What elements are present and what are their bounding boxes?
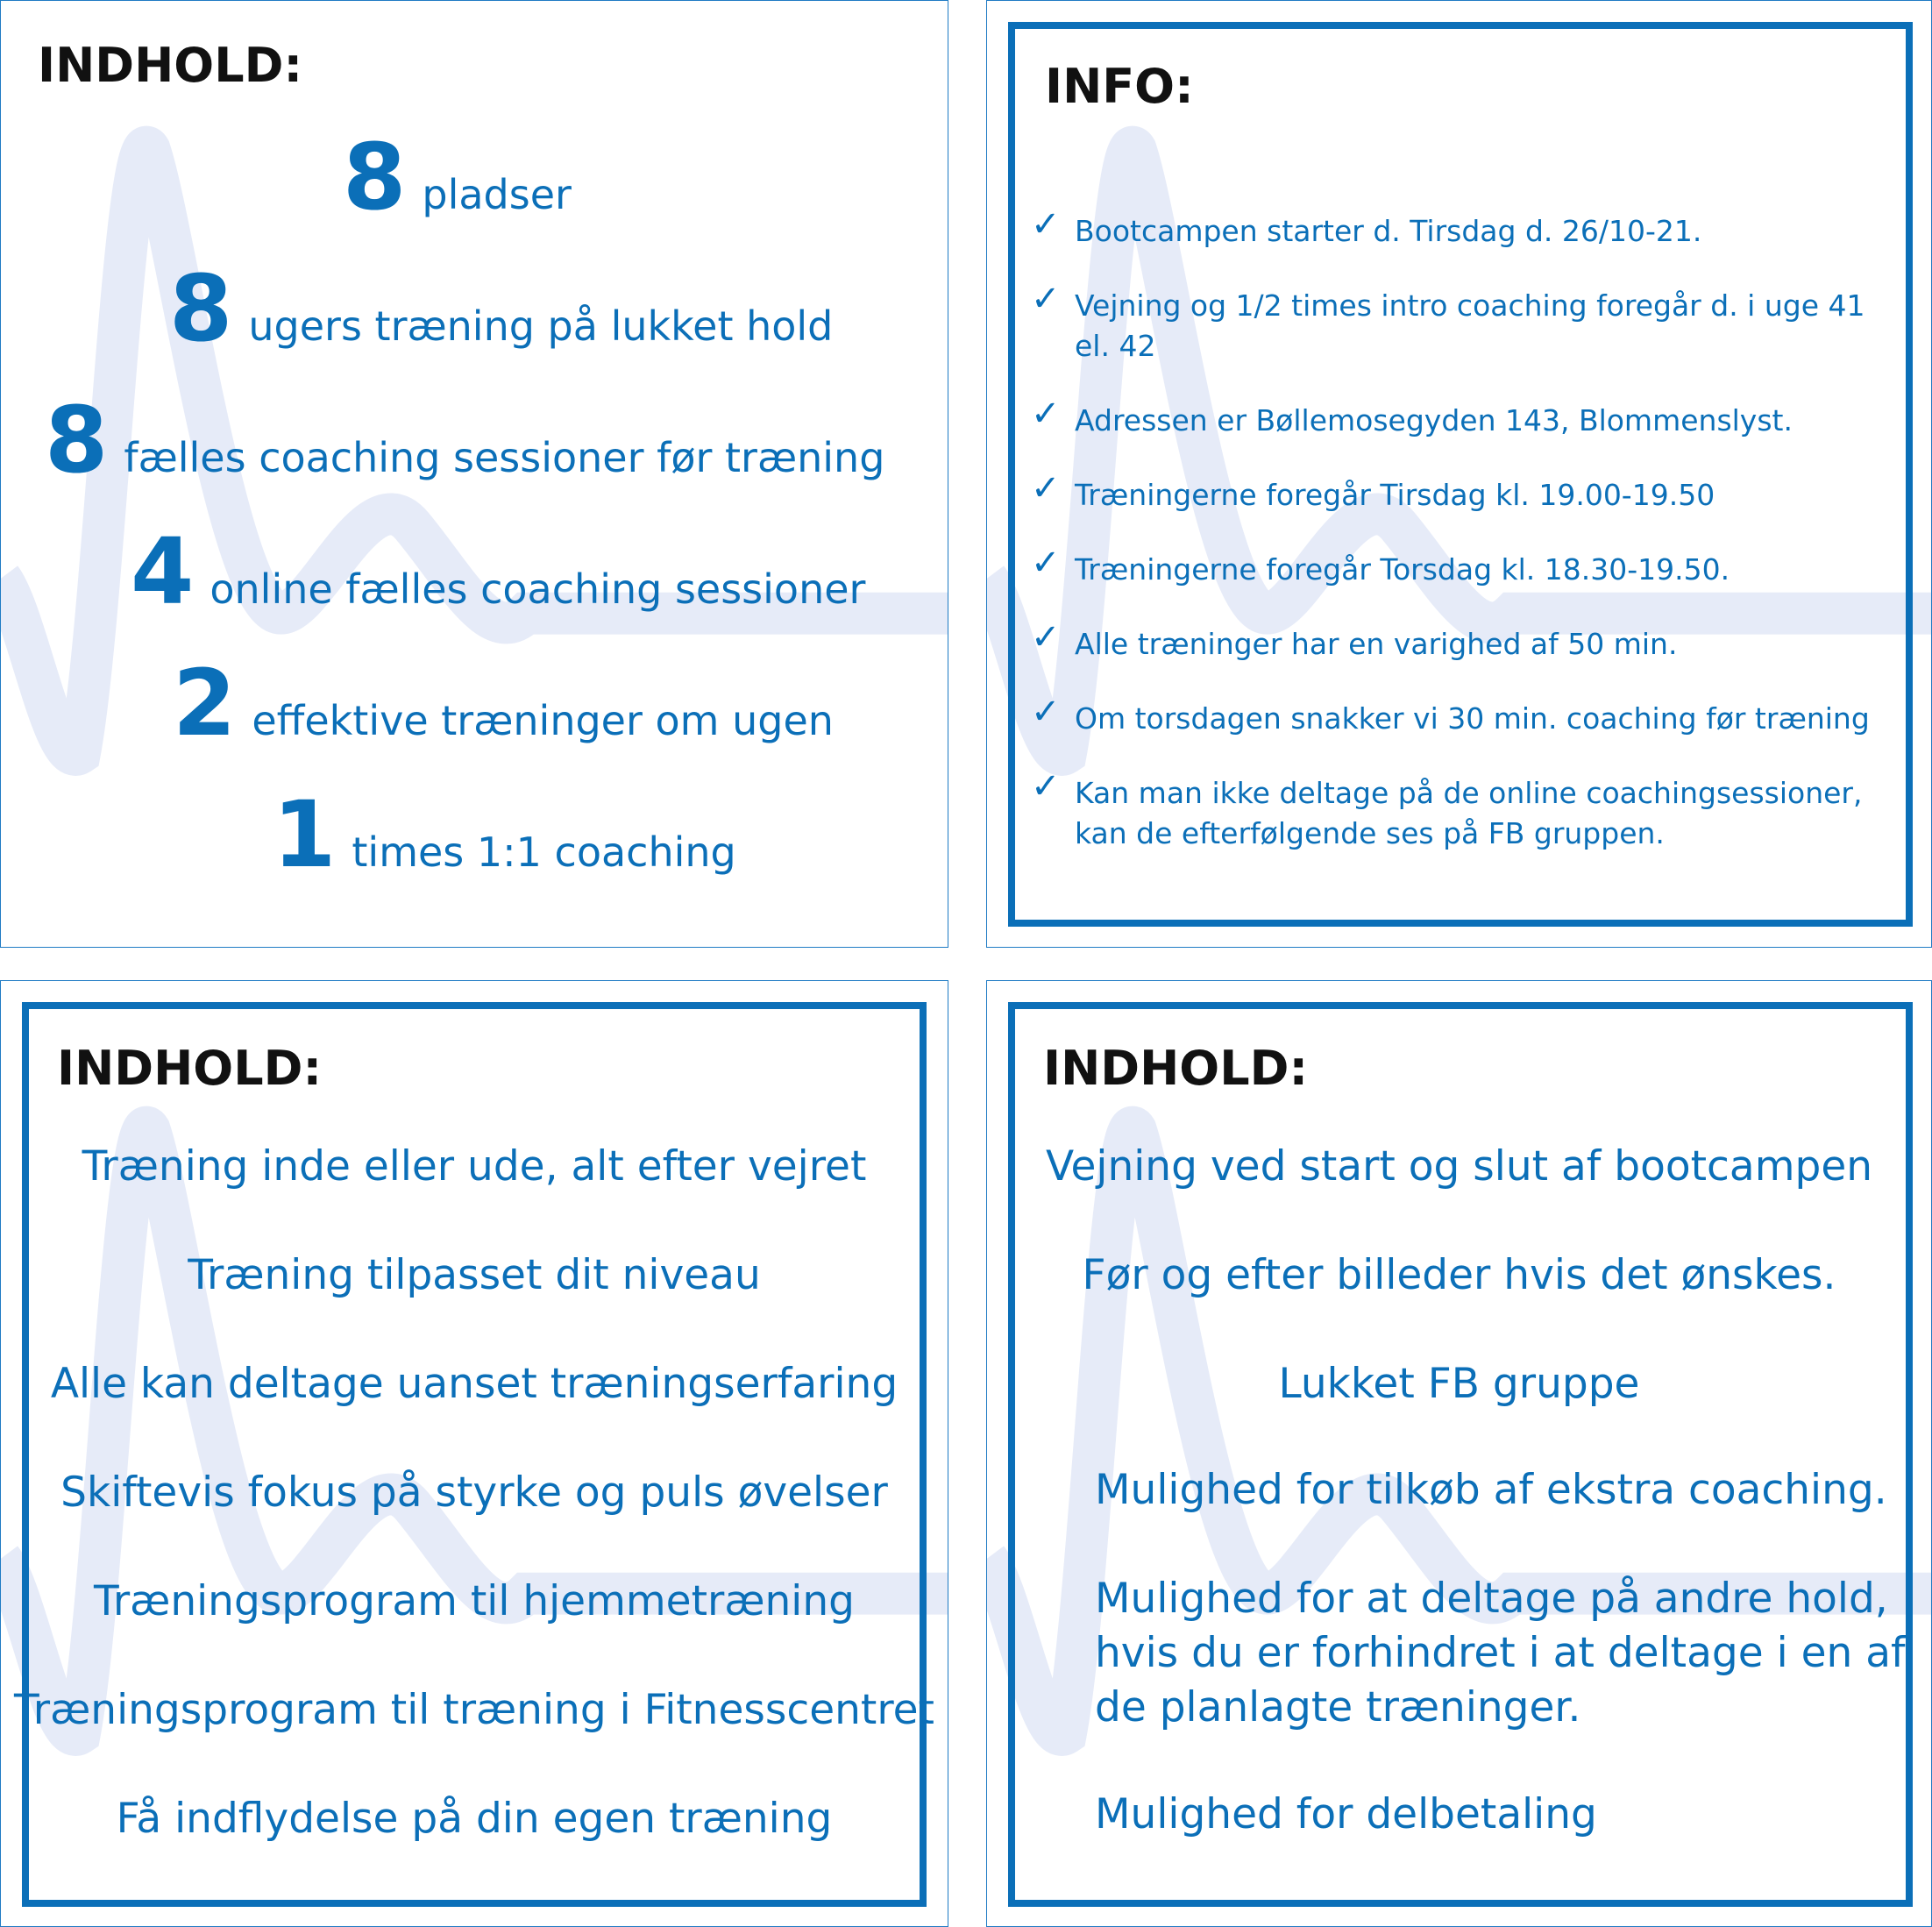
stat-row — [343, 124, 572, 231]
panel-info — [986, 0, 1932, 948]
list-item: Før og efter billeder hvis det ønskes. — [1082, 1251, 1836, 1299]
list-item: Få indflydelse på din egen træning — [116, 1795, 833, 1843]
stat-label: times 1:1 coaching — [352, 828, 736, 876]
info-item: ✓ Træningerne foregår Tirsdag kl. 19.00-19.50 — [1031, 468, 1715, 512]
stat-number: 8 — [343, 124, 407, 231]
panel-indhold-training — [0, 980, 948, 1927]
panel-heading: INFO: — [1045, 59, 1194, 114]
stat-label: ugers træning på lukket hold — [248, 302, 834, 350]
stat-row — [273, 781, 736, 888]
panel-frame — [22, 1002, 927, 1907]
list-item: Alle kan deltage uanset træningserfaring — [50, 1360, 899, 1408]
panel-heading: INDHOLD: — [1043, 1041, 1309, 1096]
stat-label: online fælles coaching sessioner — [210, 565, 866, 613]
check-icon: ✓ — [1031, 766, 1061, 807]
panel-indhold-extras — [986, 980, 1932, 1927]
stat-row — [173, 650, 834, 757]
stat-row — [131, 518, 865, 625]
panel-indhold-numbers — [0, 0, 948, 948]
list-item: Mulighed for tilkøb af ekstra coaching. — [1095, 1466, 1887, 1514]
list-item: de planlagte træninger. — [1095, 1683, 1581, 1731]
check-icon: ✓ — [1031, 543, 1061, 583]
check-icon: ✓ — [1031, 279, 1061, 319]
stat-number: 8 — [45, 387, 109, 494]
list-item: hvis du er forhindret i at deltage i en af — [1095, 1629, 1906, 1677]
check-icon: ✓ — [1031, 204, 1061, 245]
stat-row — [169, 255, 833, 362]
info-item: ✓ Træningerne foregår Torsdag kl. 18.30-19.50. — [1031, 543, 1730, 587]
panel-heading: INDHOLD: — [57, 1041, 323, 1096]
info-item: ✓ Bootcampen starter d. Tirsdag d. 26/10-21. — [1031, 204, 1702, 248]
info-item: ✓ Vejning og 1/2 times intro coaching foregår d. i uge 41 el. 42 — [1031, 279, 1865, 363]
list-item: Mulighed for delbetaling — [1095, 1790, 1597, 1838]
stat-number: 8 — [169, 255, 233, 362]
panel-heading: INDHOLD: — [38, 38, 303, 93]
stat-number: 2 — [173, 650, 237, 757]
list-item: Træningsprogram til træning i Fitnesscentret — [14, 1686, 934, 1734]
info-item: ✓ Kan man ikke deltage på de online coachingsessioner, kan de efterfølgende ses på FB gruppen. — [1031, 766, 1863, 850]
check-icon: ✓ — [1031, 617, 1061, 658]
check-icon: ✓ — [1031, 394, 1061, 434]
list-item: Skiftevis fokus på styrke og puls øvelser — [60, 1468, 888, 1517]
check-icon: ✓ — [1031, 692, 1061, 732]
stat-number: 4 — [131, 518, 195, 625]
stat-row — [45, 387, 884, 494]
list-item: Træning inde eller ude, alt efter vejret — [82, 1142, 867, 1191]
stat-label: pladser — [422, 171, 572, 218]
info-item: ✓ Om torsdagen snakker vi 30 min. coaching før træning — [1031, 692, 1870, 736]
list-item: Mulighed for at deltage på andre hold, — [1095, 1575, 1888, 1623]
info-item: ✓ Alle træninger har en varighed af 50 min. — [1031, 617, 1678, 661]
stat-number: 1 — [273, 781, 337, 888]
list-item: Vejning ved start og slut af bootcampen — [1045, 1142, 1873, 1191]
check-icon: ✓ — [1031, 468, 1061, 508]
list-item: Træning tilpasset dit niveau — [188, 1251, 761, 1299]
panel-frame — [1008, 1002, 1913, 1907]
stat-label: fælles coaching sessioner før træning — [124, 434, 885, 481]
stat-label: effektive træninger om ugen — [252, 697, 834, 744]
list-item: Lukket FB gruppe — [1278, 1360, 1640, 1408]
list-item: Træningsprogram til hjemmetræning — [94, 1577, 855, 1625]
info-list — [1031, 204, 1907, 888]
info-item: ✓ Adressen er Bøllemosegyden 143, Blommenslyst. — [1031, 394, 1793, 437]
